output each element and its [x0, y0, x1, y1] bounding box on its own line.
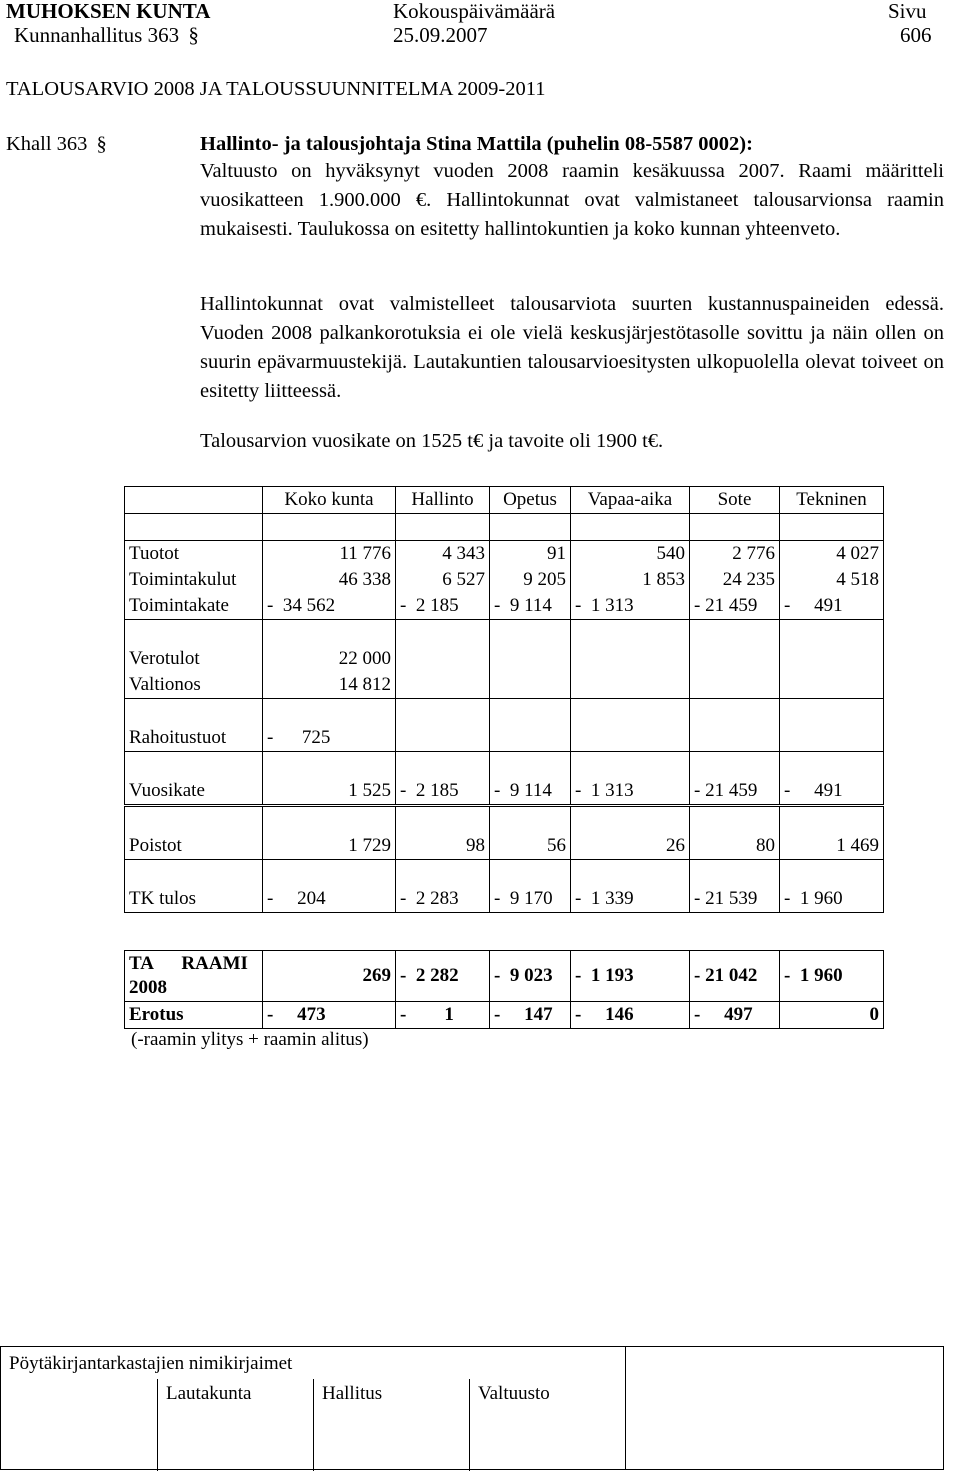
cell: - 1 960	[780, 886, 884, 913]
row-label: Rahoitustuot	[125, 725, 263, 752]
ta-row	[125, 951, 884, 1002]
cell: - 1 339	[571, 886, 690, 913]
khall-section-sign: §	[96, 133, 107, 155]
cell: - 9 023	[490, 951, 571, 1002]
table-row	[125, 833, 884, 860]
cell: - 2 282	[396, 951, 490, 1002]
cell: 4 027	[780, 541, 884, 568]
budget-table	[124, 486, 884, 913]
signature-divider	[469, 1379, 470, 1471]
row-label: Verotulot	[125, 646, 263, 672]
table-row	[125, 778, 884, 806]
spacer-row	[125, 752, 884, 779]
cell: - 21 459	[690, 778, 780, 806]
body-text: Kunnanhallitus 363	[14, 23, 180, 47]
cell: - 146	[571, 1002, 690, 1029]
cell: - 9 170	[490, 886, 571, 913]
org-name: MUHOKSEN KUNTA	[6, 0, 211, 23]
cell: - 9 114	[490, 778, 571, 806]
ta-label-a: TA RAAMI	[129, 953, 248, 974]
cell: 540	[571, 541, 690, 568]
table-row	[125, 541, 884, 568]
cell: - 1 960	[780, 951, 884, 1002]
spacer-row	[125, 620, 884, 647]
header-cell: Koko kunta	[263, 487, 396, 514]
khall-reference	[6, 133, 107, 156]
cell: - 1 193	[571, 951, 690, 1002]
cell: 9 205	[490, 567, 571, 593]
cell: 2 776	[690, 541, 780, 568]
document-title: TALOUSARVIO 2008 JA TALOUSSUUNNITELMA 2009-2011	[6, 78, 546, 100]
cell: 1 525	[263, 778, 396, 806]
cell: - 491	[780, 778, 884, 806]
cell: - 21 042	[690, 951, 780, 1002]
cell: 24 235	[690, 567, 780, 593]
cell: 4 518	[780, 567, 884, 593]
row-label: Toimintakate	[125, 593, 263, 620]
spacer-row	[125, 699, 884, 726]
cell: - 1 313	[571, 593, 690, 620]
cell: - 21 459	[690, 593, 780, 620]
page-label: Sivu	[888, 0, 927, 23]
paragraph-3: Talousarvion vuosikate on 1525 t€ ja tavoite oli 1900 t€.	[200, 430, 664, 452]
table-header-row	[125, 487, 884, 514]
cell: 46 338	[263, 567, 396, 593]
paragraph-1: Valtuusto on hyväksynyt vuoden 2008 raamin kesäkuussa 2007. Raami määritteli vuosikatteen 1.900.000 €. Hallintokunnat ovat valmistaneet talousarvionsa raamin mukaisesti. Taulukossa on esitetty hallintokuntien ja koko kunnan yhteenveto.	[200, 160, 944, 240]
header-cell: Hallinto	[396, 487, 490, 514]
cell: - 491	[780, 593, 884, 620]
cell: 0	[780, 1002, 884, 1029]
ta-raami-table	[124, 950, 884, 1029]
page-number: 606	[900, 23, 932, 47]
table-row	[125, 886, 884, 913]
erotus-row	[125, 1002, 884, 1029]
signature-divider	[625, 1347, 626, 1469]
section-sign: §	[188, 23, 199, 47]
row-label	[125, 951, 263, 1002]
ta-label-b: 2008	[129, 977, 167, 998]
table-row	[125, 672, 884, 699]
cell: - 1	[396, 1002, 490, 1029]
signature-divider	[313, 1379, 314, 1471]
row-label: Vuosikate	[125, 778, 263, 806]
cell: 6 527	[396, 567, 490, 593]
spacer-row	[125, 806, 884, 834]
table-row	[125, 646, 884, 672]
row-label: Valtionos	[125, 672, 263, 699]
cell: - 725	[263, 725, 396, 752]
meeting-date: 25.09.2007	[393, 23, 488, 47]
paragraph-2: Hallintokunnat ovat valmistelleet talousarviota suurten kustannuspaineiden edessä. Vuoden 2008 palkankorotuksia ei ole vielä keskusjärjestötasolle sovittu ja näin ollen on suurin epävarmuustekijä. Lautakuntien talousarvioesitysten ulkopuolella olevat toiveet on esitetty liitteessä.	[200, 293, 944, 402]
cell: - 2 185	[396, 593, 490, 620]
cell: 1 469	[780, 833, 884, 860]
header-cell	[125, 487, 263, 514]
cell: 80	[690, 833, 780, 860]
cell: 98	[396, 833, 490, 860]
signature-divider	[157, 1379, 158, 1471]
cell: 91	[490, 541, 571, 568]
cell: - 473	[263, 1002, 396, 1029]
cell: - 204	[263, 886, 396, 913]
row-label: Poistot	[125, 833, 263, 860]
cell: 269	[263, 951, 396, 1002]
cell: 26	[571, 833, 690, 860]
cell: - 147	[490, 1002, 571, 1029]
table-row	[125, 593, 884, 620]
spacer-row	[125, 860, 884, 887]
header-cell: Opetus	[490, 487, 571, 514]
cell: 22 000	[263, 646, 396, 672]
cell: - 34 562	[263, 593, 396, 620]
cell: - 497	[690, 1002, 780, 1029]
row-label: Tuotot	[125, 541, 263, 568]
cell: 1 853	[571, 567, 690, 593]
row-label: Toimintakulut	[125, 567, 263, 593]
cell: 11 776	[263, 541, 396, 568]
cell: - 21 539	[690, 886, 780, 913]
header-cell: Vapaa-aika	[571, 487, 690, 514]
signature-col-hallitus: Hallitus	[322, 1383, 383, 1404]
header-cell: Sote	[690, 487, 780, 514]
signature-col-lautakunta: Lautakunta	[166, 1383, 252, 1404]
date-label: Kokouspäivämäärä	[393, 0, 556, 23]
cell: 1 729	[263, 833, 396, 860]
cell: - 2 283	[396, 886, 490, 913]
signature-col-valtuusto: Valtuusto	[478, 1383, 550, 1404]
cell: - 2 185	[396, 778, 490, 806]
row-label: Erotus	[125, 1002, 263, 1029]
row-label: TK tulos	[125, 886, 263, 913]
cell: - 9 114	[490, 593, 571, 620]
cell: 4 343	[396, 541, 490, 568]
cell: 14 812	[263, 672, 396, 699]
cell: 56	[490, 833, 571, 860]
spacer-row	[125, 514, 884, 541]
table-note: (-raamin ylitys + raamin alitus)	[131, 1029, 369, 1050]
header-cell: Tekninen	[780, 487, 884, 514]
table-row	[125, 725, 884, 752]
khall-text: Khall 363	[6, 133, 88, 155]
table-row	[125, 567, 884, 593]
signature-title: Pöytäkirjantarkastajien nimikirjaimet	[9, 1353, 293, 1374]
presenter: Hallinto- ja talousjohtaja Stina Mattila (puhelin 08-5587 0002):	[200, 133, 753, 155]
signature-box	[0, 1346, 944, 1470]
cell: - 1 313	[571, 778, 690, 806]
body-name	[14, 23, 199, 48]
